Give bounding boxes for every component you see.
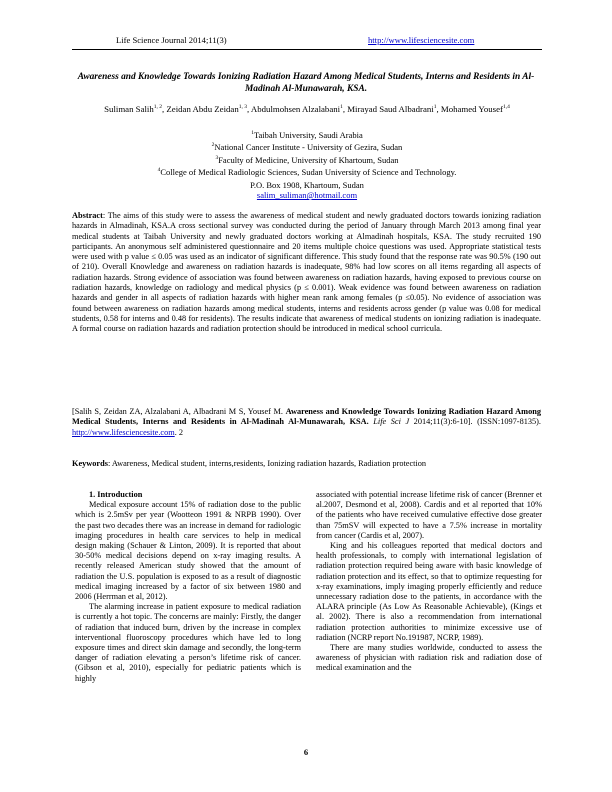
body-paragraph: King and his colleagues reported that medical doctors and health professionals, to comply with international legislation of radiation protection required being aware with basic knowledge of radiation protection and its effect, so that to optimize requesting for x-ray examinations, imply imaging properly efficiently and reduce unnecessary radiation dose to the patients, in accordance with the ALARA principle (As Low As Reasonable Achievable), (Kings et al. 2002). There is also a recommendation from international radiation protection authorities to minimize excessive use of radiation (NCRP report No.191987, NCRP, 1989). xyxy=(316,541,542,642)
abstract xyxy=(72,211,541,335)
body-column-right xyxy=(316,490,542,674)
citation-url-link[interactable]: http://www.lifesciencesite.com xyxy=(72,427,175,437)
page-number: 6 xyxy=(303,747,309,757)
author-name: Abdulmohsen Alzalabani xyxy=(250,103,341,114)
affiliation-line: $^4$College of Medical Radiologic Sciences, Sudan University of Science and Technology. xyxy=(157,167,457,178)
citation-suffix: . 2 xyxy=(174,427,183,437)
author-name: Zeidan Abdu Zeidan xyxy=(166,103,239,114)
affiliation-line: P.O. Box 1908, Khartoum, Sudan xyxy=(250,179,364,190)
author-name: Mirayad Saud Albadrani xyxy=(347,103,434,114)
body-column-left xyxy=(75,490,301,684)
body-paragraph: There are many studies worldwide, conducted to assess the awareness of physician with radiation risk and radiation dose of medical examination and the xyxy=(316,643,542,673)
author-affil-mark: 1,4 xyxy=(502,104,510,110)
citation xyxy=(72,407,541,438)
affiliation-line: $^3$Faculty of Medicine, University of Khartoum, Sudan xyxy=(215,154,399,165)
affiliations xyxy=(72,128,542,201)
citation-title: Awareness and Knowledge Towards Ionizing Radiation Hazard Among Medical Students, Interns and Residents in Al-Madinah Al-Munawarah, KSA. xyxy=(72,407,541,427)
journal-name: Life Science Journal 2014;11(3) xyxy=(116,35,227,45)
journal-url-link[interactable]: http://www.lifesciencesite.com xyxy=(368,35,475,45)
abstract-text: : The aims of this study were to assess the awareness of medical student and newly graduated doctors towards ionizing radiation hazards in Almadinah, KSA.A cross sectional survey was conducted during the period of January through March 2013 among final year medical students at Taibah University and newly graduated doctors working at Almadinah hospitals, KSA. The study recruited 190 participants. An anonymous self administered questionnaire and 20 items multiple choice questions was used. Appropriate statistical tests were used with p value ≤ 0.05 was used as an indicator of significant difference. This study found that the response rate was 90.5% (190 out of 210). Overall Knowledge and awareness on radiation hazards is inadequate, 98% had low scores on all items regarding all aspects of radiation hazards. Strong evidence of association was found between awareness on radiation hazards, having exposed to previous course on radiation hazards, knowledge on radiology and medical physics (p ≤ 0.001). Weak evidence was found between awareness on radiation hazards and gender in all aspects of radiation hazards with higher mean rank among females (p ≤0.05). No evidence of association was found between awareness on radiation hazards among medical students, interns and residents across gender (p value was 0.08 for medical students, 0.58 for interns and 0.48 for residents). The results indicate that awareness of medical students on ionizing radiation is inadequate. A formal course on radiation hazards and radiation protection should be introduced in medical school curricula. xyxy=(72,211,541,334)
author-name: Mohamed Yousef xyxy=(440,103,503,114)
affiliation-line: $^1$Taibah University, Saudi Arabia xyxy=(251,129,363,140)
author-affil-mark: 1, 2 xyxy=(153,104,163,110)
running-header xyxy=(72,35,542,50)
author-affil-mark: 1 xyxy=(340,104,343,110)
keywords xyxy=(72,459,541,469)
citation-details: 2014;11(3):6-10]. (ISSN:1097-8135). xyxy=(409,417,541,427)
affiliation-line: $^2$National Cancer Institute - University of Gezira, Sudan xyxy=(211,142,403,153)
keywords-label: Keywords xyxy=(72,459,108,468)
contact-email-link[interactable]: salim_suliman@hotmail.com xyxy=(256,190,358,201)
keywords-text: : Awareness, Medical student, interns,residents, Ionizing radiation hazards, Radiation protection xyxy=(107,459,427,468)
body-paragraph: Medical exposure account 15% of radiation dose to the public which is 2.5mSv per year (Wootteon 1991 & NRPB 1990). Over the past two decades there was an increase in demand for radiologic imaging procedures in health care services to help in medical design making (Schauer & Linton, 2009). It is reported that about 30-50% medical decisions depend on x-ray imaging results. A recently released American study showed that the amount of radiation the U.S. population is exposed to as a result of diagnostic medical imaging increased by a factor of six between 1980 and 2006 (Herrman et al, 2012). xyxy=(75,500,301,602)
section-heading: 1. Introduction xyxy=(89,490,143,499)
author-list: Suliman Salih$^{1, 2}$, Zeidan Abdu Zeidan$^{1, 3}$, Abdulmohsen Alzalabani$^1$, Mirayad Saud Albadrani$^1$, Mohamed Yousef$^{1,4}$ xyxy=(104,103,510,114)
paper-title: Awareness and Knowledge Towards Ionizing Radiation Hazard Among Medical Students, Interns and Residents in Al-Madinah Al-Munawarah, KSA. xyxy=(77,72,535,95)
body-paragraph: associated with potential increase lifetime risk of cancer (Brenner et al.2007, Desmond et al, 2008). Cardis and et al reported that 10% of the patients who have received cumulative effective dose greater than 75mSV will expected to have a 7.5% increase in mortality from cancer (Cardis et al, 2007). xyxy=(316,490,542,540)
citation-authors: [Salih S, Zeidan ZA, Alzalabani A, Albadrani M S, Yousef M. xyxy=(72,407,286,416)
author-affil-mark: 1, 3 xyxy=(238,104,247,110)
body-paragraph: The alarming increase in patient exposure to medical radiation is currently a hot topic. The concerns are mainly: Firstly, the danger of radiation that induced burn, driven by the increase in complex interventional fluoroscopy procedures which have led to long exposure times and direct skin damage and secondly, the long-term danger of radiation elevating a person’s lifetime risk of cancer. (Gibson et al, 2010), especially for pediatric patients which is highly xyxy=(75,602,301,683)
citation-journal: Life Sci J xyxy=(368,417,410,427)
author-name: Suliman Salih xyxy=(104,103,154,114)
author-affil-mark: 1 xyxy=(433,104,437,110)
abstract-label: Abstract xyxy=(72,211,103,220)
